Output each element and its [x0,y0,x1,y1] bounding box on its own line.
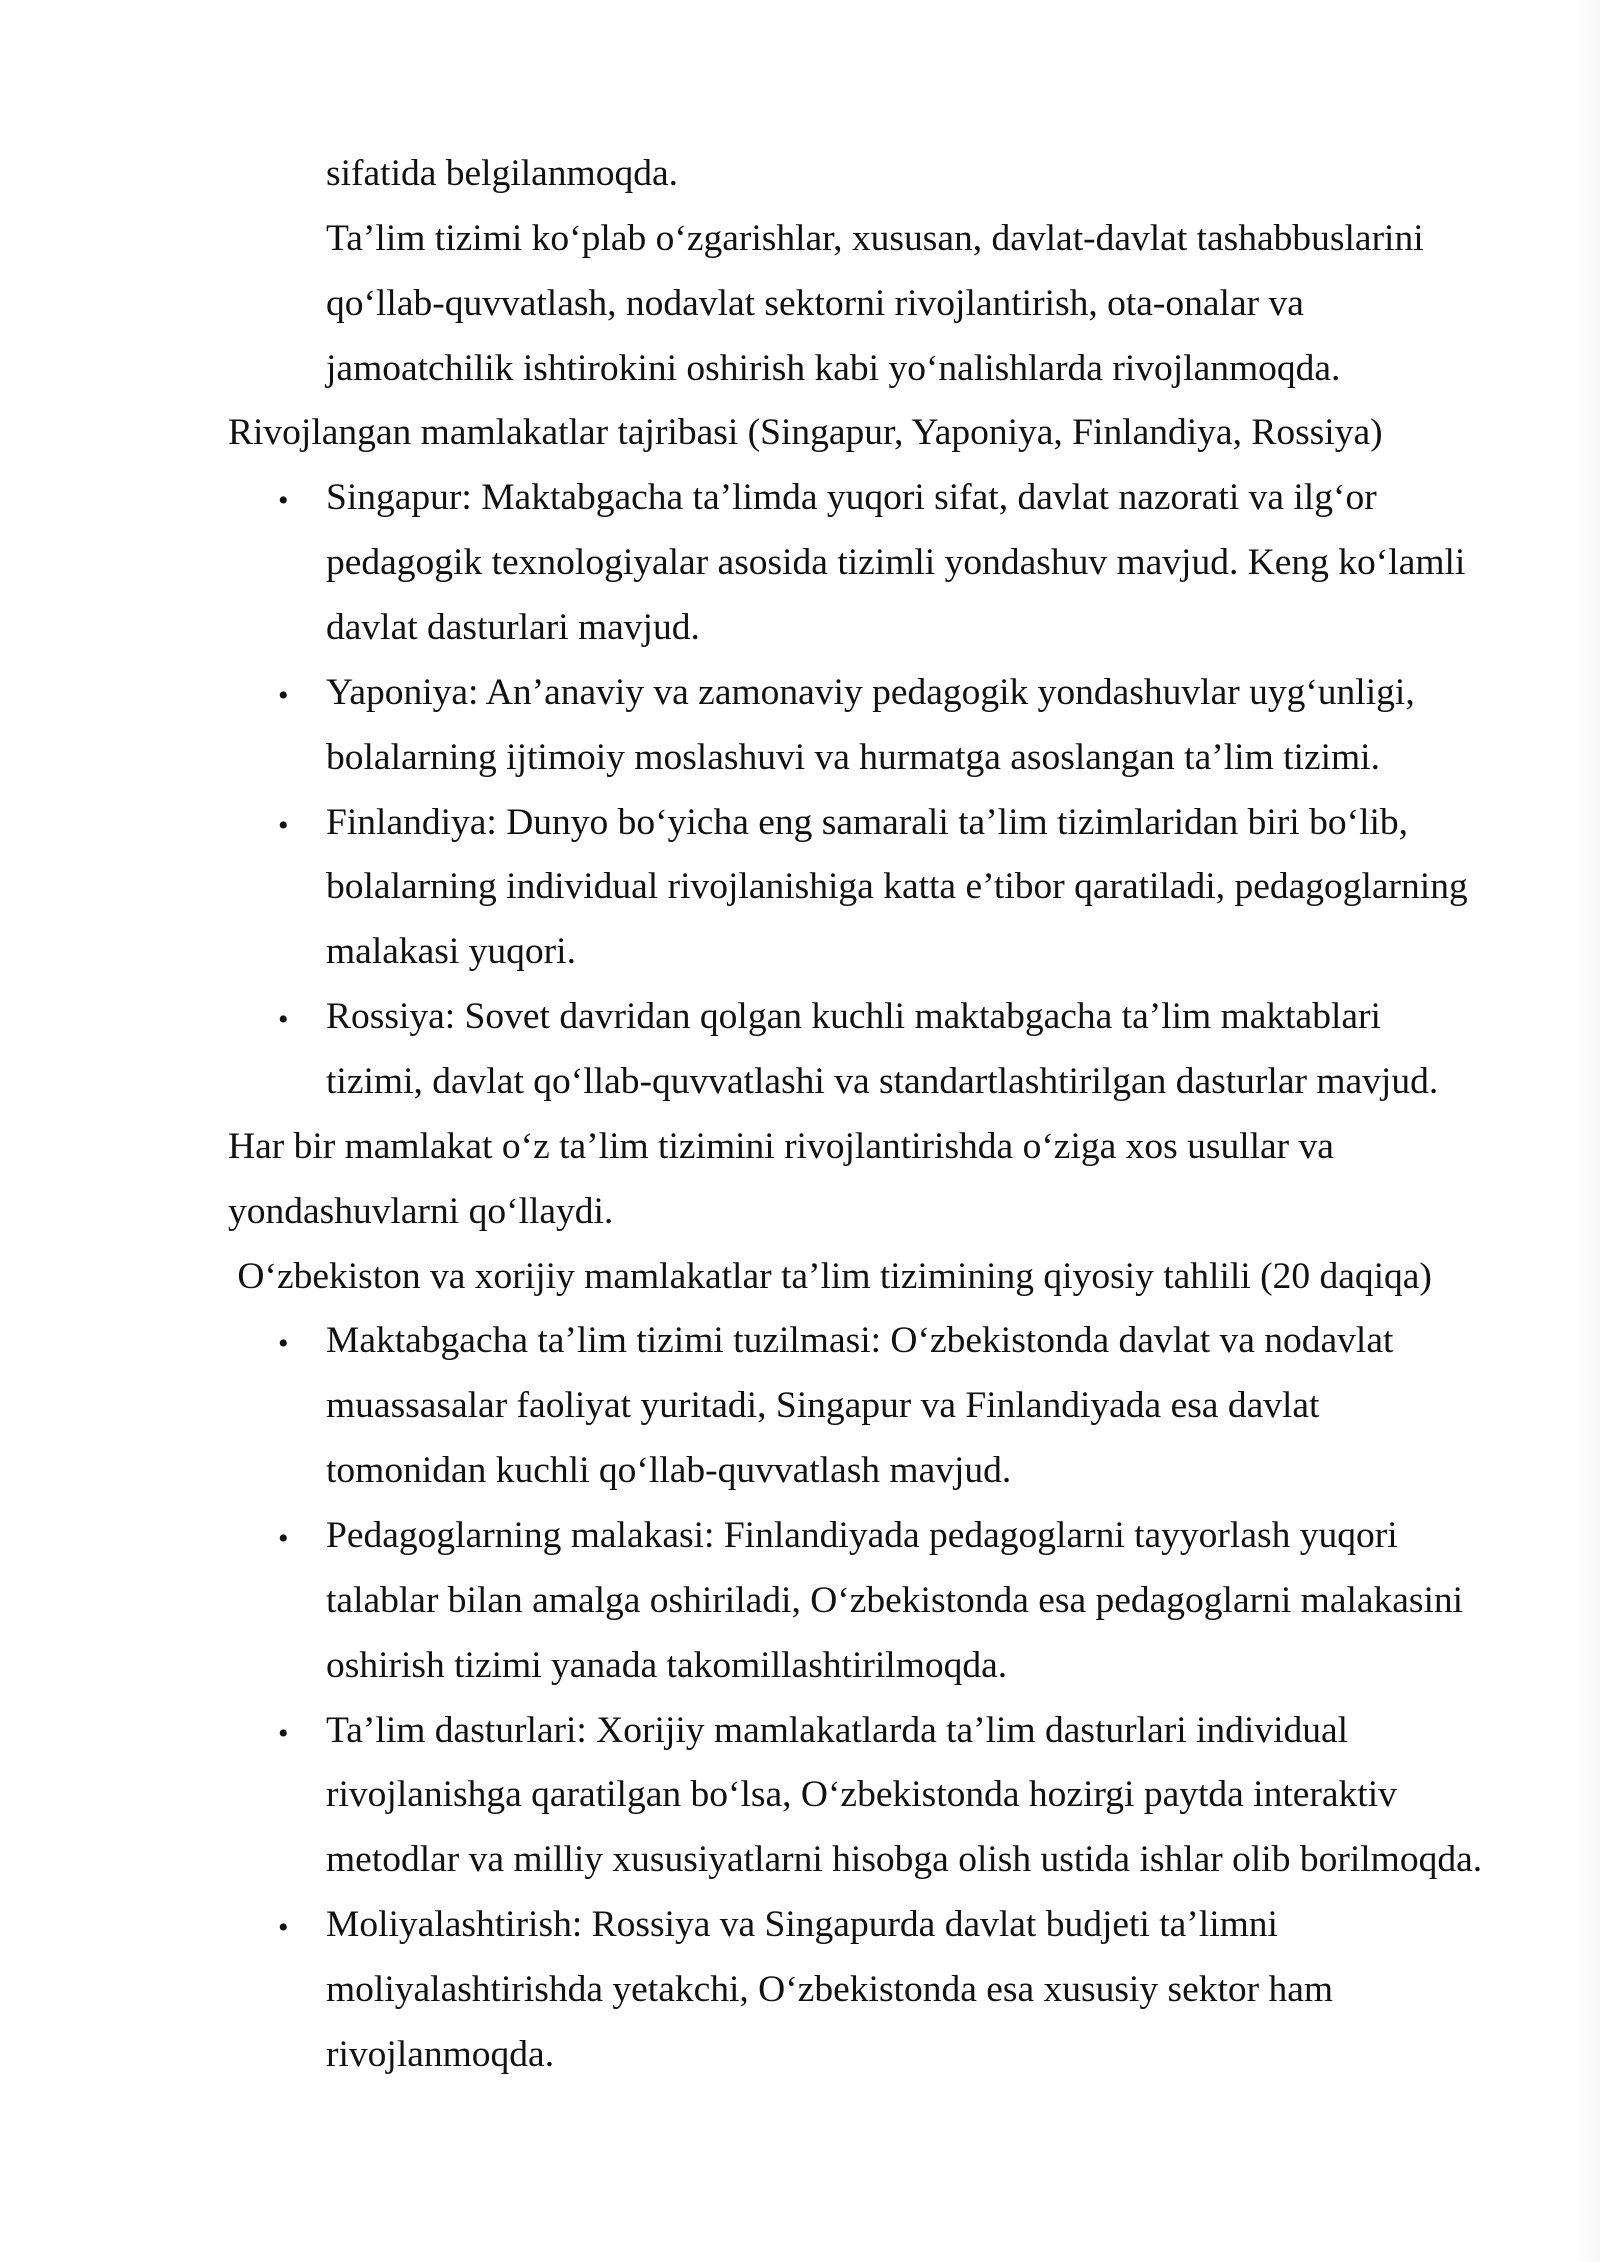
bullet-marker: • [278,1327,289,1361]
list-item-line: tomonidan kuchli qo‘llab-quvvatlash mavjud. [326,1450,1012,1492]
list-item-line: muassasalar faoliyat yuritadi, Singapur va Finlandiyada esa davlat [326,1385,1320,1427]
list-item-line: Yaponiya: An’anaviy va zamonaviy pedagogik yondashuvlar uyg‘unligi, [326,671,1415,713]
list-item-line: rivojlanmoqda. [326,2033,555,2075]
bullet-list [0,466,1600,1115]
bullet-marker: • [278,1716,289,1750]
paragraph-line: jamoatchilik ishtirokini oshirish kabi yo‘nalishlarda rivojlanmoqda. [326,347,1341,389]
list-item-finlandiya [0,791,1600,986]
bullet-marker: • [278,1003,289,1037]
section-heading: O‘zbekiston va xorijiy mamlakatlar ta’lim tizimining qiyosiy tahlili (20 daqiqa) [228,1255,1432,1297]
list-item-line: bolalarning individual rivojlanishiga katta e’tibor qaratiladi, pedagoglarning [326,866,1468,908]
list-item-yaponiya [0,661,1600,791]
document-body [0,142,1600,2088]
list-item-line: Rossiya: Sovet davridan qolgan kuchli maktabgacha ta’lim maktablari [326,996,1381,1038]
section-heading: Rivojlangan mamlakatlar tajribasi (Singapur, Yaponiya, Finlandiya, Rossiya) [228,412,1383,454]
list-item-line: Singapur: Maktabgacha ta’limda yuqori sifat, davlat nazorati va ilg‘or [326,477,1377,519]
paragraph-overview [0,207,1600,402]
list-item-line: tizimi, davlat qo‘llab-quvvatlashi va standartlashtirilgan dasturlar mavjud. [326,1061,1439,1103]
bullet-marker: • [278,484,289,518]
list-item-line: bolalarning ijtimoiy moslashuvi va hurmatga asoslangan ta’lim tizimi. [326,736,1380,778]
bullet-marker: • [278,678,289,712]
paragraph-summary [0,1115,1600,1245]
paragraph-line: yondashuvlarni qo‘llaydi. [228,1190,614,1232]
list-item-line: talablar bilan amalga oshiriladi, O‘zbekistonda esa pedagoglarni malakasini [326,1579,1464,1621]
list-item-programs [0,1699,1600,1894]
list-item-line: moliyalashtirishda yetakchi, O‘zbekistonda esa xususiy sektor ham [326,1969,1334,2011]
list-item-line: Moliyalashtirish: Rossiya va Singapurda davlat budjeti ta’limni [326,1904,1278,1946]
list-item-teachers [0,1504,1600,1699]
list-item-line: Pedagoglarning malakasi: Finlandiyada pedagoglarni tayyorlash yuqori [326,1515,1398,1557]
list-item-line: davlat dasturlari mavjud. [326,607,700,649]
list-item-line: Ta’lim dasturlari: Xorijiy mamlakatlarda ta’lim dasturlari individual [326,1709,1349,1751]
list-item-financing [0,1893,1600,2088]
list-item-line: rivojlanishga qaratilgan bo‘lsa, O‘zbekistonda hozirgi paytda interaktiv [326,1774,1397,1816]
list-item-structure [0,1309,1600,1504]
bullet-marker: • [278,808,289,842]
paragraph-line: Ta’lim tizimi ko‘plab o‘zgarishlar, xususan, davlat-davlat tashabbuslarini [326,217,1424,259]
list-item-line: pedagogik texnologiyalar asosida tizimli yondashuv mavjud. Keng ko‘lamli [326,542,1466,584]
paragraph-line: qo‘llab-quvvatlash, nodavlat sektorni rivojlantirish, ota-onalar va [326,282,1304,324]
paragraph-line: Har bir mamlakat o‘z ta’lim tizimini rivojlantirishda o‘ziga xos usullar va [228,1125,1334,1167]
list-item-rossiya [0,985,1600,1115]
bullet-marker: • [278,1911,289,1945]
bullet-marker: • [278,1522,289,1556]
list-item-singapur [0,466,1600,661]
list-item-line: oshirish tizimi yanada takomillashtirilmoqda. [326,1644,1008,1686]
list-item-line: metodlar va milliy xususiyatlarni hisobga olish ustida ishlar olib borilmoqda. [326,1839,1483,1881]
section-comparison [0,1245,1600,2088]
list-item-line: Finlandiya: Dunyo bo‘yicha eng samarali ta’lim tizimlaridan biri bo‘lib, [326,801,1409,843]
list-item-line: malakasi yuqori. [326,931,576,973]
paragraph-continuation [0,142,1600,207]
list-item-line: Maktabgacha ta’lim tizimi tuzilmasi: O‘zbekistonda davlat va nodavlat [326,1320,1394,1362]
paragraph-line: sifatida belgilanmoqda. [326,153,678,194]
section-experience [0,401,1600,1244]
bullet-list [0,1309,1600,2087]
